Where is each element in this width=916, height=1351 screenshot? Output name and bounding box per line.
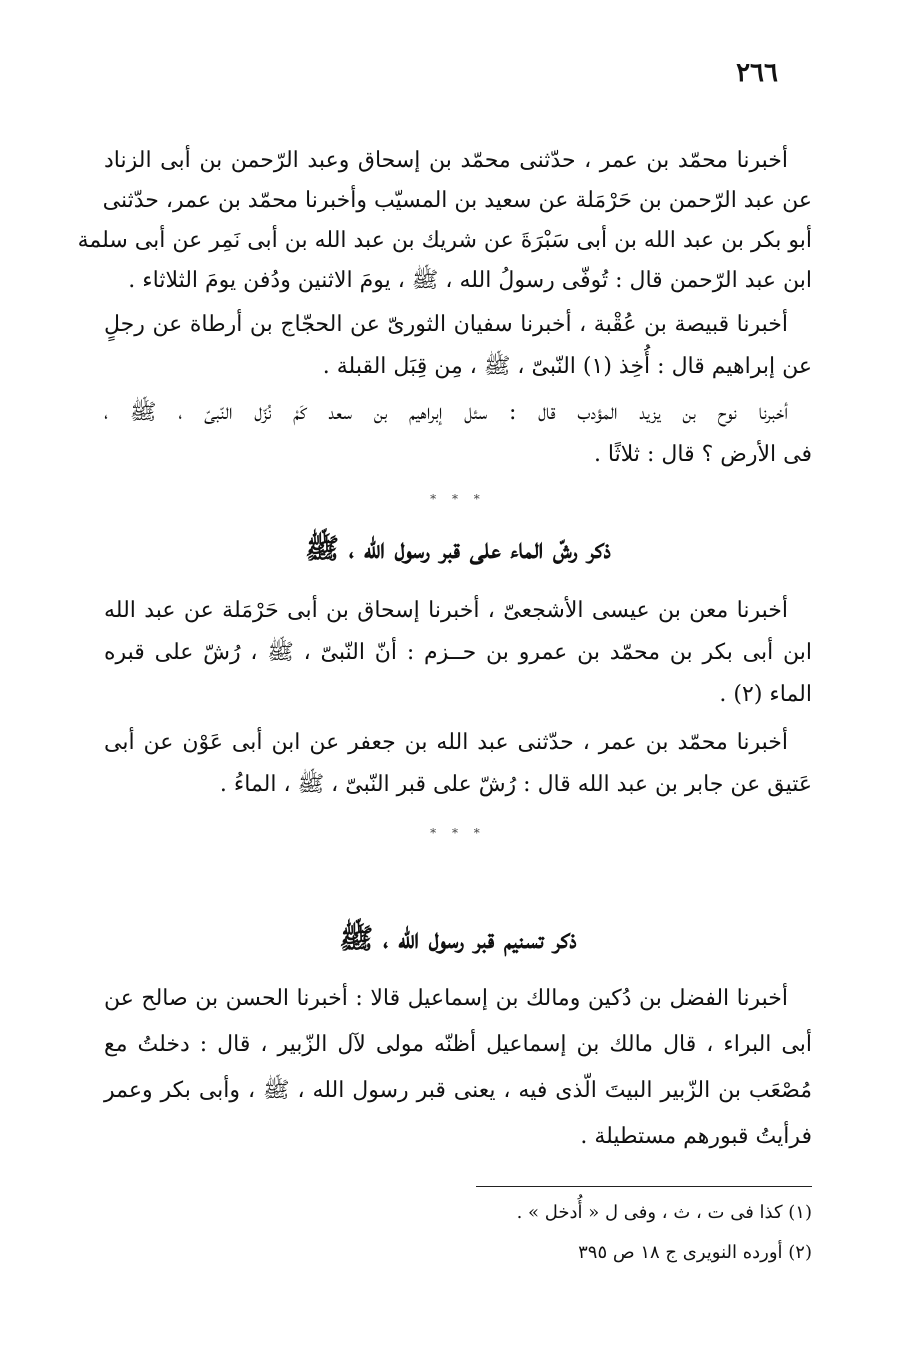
text-line: أخبرنا محمّد بن عمر ، حدّثنى محمّد بن إسحاق وعبد الرّحمن بن أبى الزناد [104, 148, 788, 173]
footnote: (١) كذا فى ت ، ث ، وفى ل « أُدخل » . [516, 1202, 812, 1223]
text-line: أبى البراء ، قال مالك بن إسماعيل أظنّه مولى لآل الزّبير ، قال : دخلتُ مع [104, 1032, 812, 1057]
text-line: ابن عبد الرّحمن قال : تُوفّى رسولُ الله ، ﷺ ، يومَ الاثنين ودُفن يومَ الثلاثاء . [128, 268, 812, 293]
section-heading: ذكر رشّ الماء على قبر رسول الله ، ﷺ [305, 532, 611, 565]
text-line: أخبرنا قبيصة بن عُقْبة ، أخبرنا سفيان الثورىّ عن الحجّاج بن أرطاة عن رجلٍ [104, 312, 788, 337]
text-line: الماء (٢) . [719, 682, 812, 707]
text-line: أخبرنا معن بن عيسى الأشجعىّ ، أخبرنا إسحاق بن أبى حَرْمَلة عن عبد الله [104, 598, 788, 623]
text-line: عَتيق عن جابر بن عبد الله قال : رُشّ على قبر النّبىّ ، ﷺ ، الماءُ . [219, 772, 812, 797]
section-separator: * * * [430, 826, 486, 840]
text-line: عن عبد الرّحمن بن حَرْمَلة عن سعيد بن المسيّب وأخبرنا محمّد بن عمر، حدّثنى [102, 188, 812, 213]
text-line: ابن أبى بكر بن محمّد بن عمرو بن حــزم : أنّ النّبىّ ، ﷺ ، رُشّ على قبره [104, 640, 812, 665]
footnote-divider [476, 1186, 812, 1187]
text-line: فى الأرض ؟ قال : ثلاثًا . [593, 442, 812, 467]
section-separator: * * * [430, 492, 486, 506]
text-line: أخبرنا الفضل بن دُكين ومالك بن إسماعيل قالا : أخبرنا الحسن بن صالح عن [104, 986, 788, 1011]
text-line: عن إبراهيم قال : أُخِذ (١) النّبىّ ، ﷺ ، مِن قِبَل القبلة . [322, 354, 812, 379]
page-number: ٢٦٦ [736, 58, 778, 88]
text-line: أبو بكر بن عبد الله بن أبى سَبْرَةَ عن شريك بن عبد الله بن أبى نَمِر عن أبى سلمة [77, 228, 812, 253]
footnote: (٢) أورده النويرى ج ١٨ ص ٣٩٥ [578, 1242, 812, 1263]
text-line: فرأيتُ قبورهم مستطيلة . [580, 1124, 812, 1149]
text-line: أخبرنا محمّد بن عمر ، حدّثنى عبد الله بن جعفر عن ابن أبى عَوْن عن أبى [104, 730, 788, 755]
text-line: مُصْعَب بن الزّبير البيتَ الّذى فيه ، يعنى قبر رسول الله ، ﷺ ، وأبى بكر وعمر [104, 1078, 812, 1103]
text-line: أخبرنا نوح بن يزيد المؤدب قال : سئل إبراهيم بن سعد كَمْ نُزّل النّبىّ ، ﷺ ، [104, 400, 788, 425]
section-heading: ذكر تسنيم قبر رسول الله ، ﷺ [339, 922, 577, 955]
